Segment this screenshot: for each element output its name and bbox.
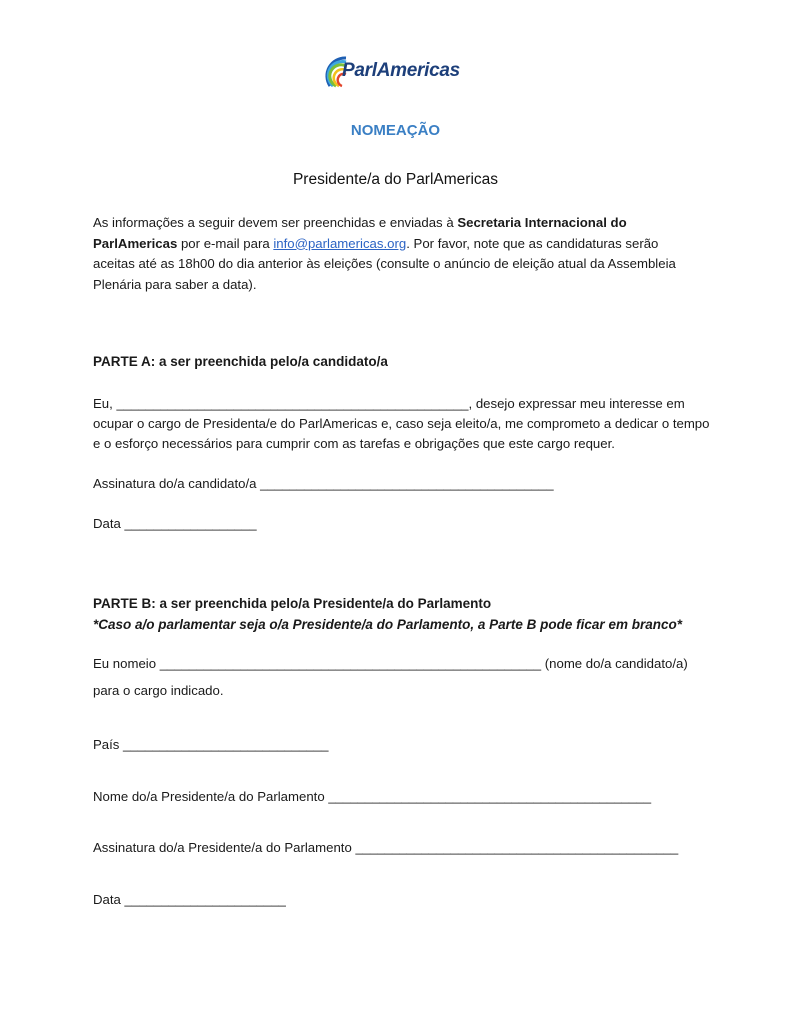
part-a-declaration-line-1: Eu, ________________________________________________, desejo expressar meu interesse em — [93, 396, 685, 411]
part-b-president-name-field: Nome do/a Presidente/a do Parlamento ____________________________________________ — [93, 789, 652, 804]
intro-org-name: Secretaria Internacional do ParlAmericas — [93, 215, 627, 251]
logo-wordmark: ParlAmericas — [342, 60, 460, 81]
part-b-note: *Caso a/o parlamentar seja o/a Presidente/a do Parlamento, a Parte B pode ficar em branco* — [93, 617, 682, 632]
document-title: NOMEAÇÃO — [350, 122, 441, 139]
email-link[interactable]: info@parlamericas.org — [273, 235, 407, 251]
part-b-country-field: País ____________________________ — [93, 737, 329, 752]
part-a-declaration-line-3: e o esforço necessários para cumprir com as tarefas e obrigações que este cargo requer. — [93, 436, 615, 451]
part-b-date-field: Data ______________________ — [93, 892, 286, 907]
intro-text-1: As informações a seguir devem ser preenchidas e enviadas à — [93, 215, 458, 230]
part-a-heading: PARTE A: a ser preenchida pelo/a candidato/a — [93, 354, 388, 369]
parlamericas-logo — [320, 52, 480, 94]
part-b-heading: PARTE B: a ser preenchida pelo/a Presidente/a do Parlamento — [93, 596, 492, 611]
part-b-president-signature-field: Assinatura do/a Presidente/a do Parlamento ____________________________________________ — [93, 840, 679, 855]
intro-text-2: por e-mail para — [177, 235, 274, 251]
part-a-date-field: Data __________________ — [93, 516, 257, 531]
part-a-declaration-line-2: ocupar o cargo de Presidenta/e do ParlAmericas e, caso seja eleito/a, me comprometo a dedicar o tempo — [93, 416, 710, 431]
document-subtitle: Presidente/a do ParlAmericas — [292, 171, 499, 188]
intro-paragraph — [93, 213, 703, 295]
part-b-nominate-line-1: Eu nomeio ____________________________________________________ (nome do/a candidato/a) — [93, 656, 688, 671]
part-a-signature-field: Assinatura do/a candidato/a ________________________________________ — [93, 476, 554, 491]
intro-text-3: . Por favor, note que as candidaturas serão aceitas até as 18h00 do dia anterior às eleições (consulte o anúncio de eleição atual da Assembleia Plenária para saber a data). — [93, 235, 676, 292]
part-b-nominate-line-2: para o cargo indicado. — [93, 683, 224, 698]
